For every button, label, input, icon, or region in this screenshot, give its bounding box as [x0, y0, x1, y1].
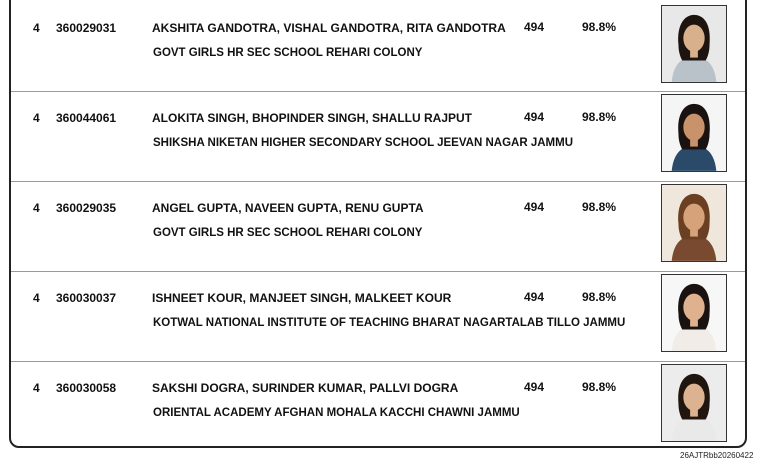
student-parents-names: ANGEL GUPTA, NAVEEN GUPTA, RENU GUPTA [152, 201, 424, 215]
rank-cell: 4 [33, 111, 40, 125]
roll-number-cell: 360030037 [56, 291, 117, 305]
portrait-icon [662, 6, 726, 82]
student-photo-icon [661, 184, 727, 262]
portrait-icon [662, 185, 726, 261]
marks-cell: 494 [524, 290, 545, 304]
marks-cell: 494 [524, 110, 545, 124]
school-name: KOTWAL NATIONAL INSTITUTE OF TEACHING BHARAT NAGARTALAB TILLO JAMMU [153, 317, 626, 329]
school-name: GOVT GIRLS HR SEC SCHOOL REHARI COLONY [153, 227, 423, 239]
student-row [0, 360, 776, 450]
portrait-icon [662, 95, 726, 171]
student-photo-icon [661, 364, 727, 442]
student-parents-names: ISHNEET KOUR, MANJEET SINGH, MALKEET KOUR [152, 291, 452, 305]
marks-cell: 494 [524, 380, 545, 394]
roll-number-cell: 360030058 [56, 381, 117, 395]
student-parents-names: SAKSHI DOGRA, SURINDER KUMAR, PALLVI DOGRA [152, 381, 459, 395]
marks-cell: 494 [524, 200, 545, 214]
rank-cell: 4 [33, 201, 40, 215]
student-parents-names: AKSHITA GANDOTRA, VISHAL GANDOTRA, RITA GANDOTRA [152, 21, 506, 35]
rank-cell: 4 [33, 291, 40, 305]
portrait-icon [662, 275, 726, 351]
roll-number-cell: 360029031 [56, 21, 117, 35]
percentage-cell: 98.8% [582, 110, 617, 124]
school-name: SHIKSHA NIKETAN HIGHER SECONDARY SCHOOL JEEVAN NAGAR JAMMU [153, 137, 574, 149]
student-row [0, 180, 776, 270]
school-name: GOVT GIRLS HR SEC SCHOOL REHARI COLONY [153, 47, 423, 59]
student-photo-icon [661, 5, 727, 83]
marks-cell: 494 [524, 20, 545, 34]
school-name: ORIENTAL ACADEMY AFGHAN MOHALA KACCHI CHAWNI JAMMU [153, 407, 520, 419]
percentage-cell: 98.8% [582, 290, 617, 304]
percentage-cell: 98.8% [582, 20, 617, 34]
rank-cell: 4 [33, 381, 40, 395]
percentage-cell: 98.8% [582, 200, 617, 214]
student-row [0, 0, 776, 90]
portrait-icon [662, 365, 726, 441]
roll-number-cell: 360029035 [56, 201, 117, 215]
student-row [0, 270, 776, 360]
roll-number-cell: 360044061 [56, 111, 117, 125]
percentage-cell: 98.8% [582, 380, 617, 394]
student-photo-icon [661, 274, 727, 352]
document-code: 26AJTRbb20260422 [680, 451, 754, 460]
student-photo-icon [661, 94, 727, 172]
student-row [0, 90, 776, 180]
student-parents-names: ALOKITA SINGH, BHOPINDER SINGH, SHALLU RAJPUT [152, 111, 473, 125]
rank-cell: 4 [33, 21, 40, 35]
